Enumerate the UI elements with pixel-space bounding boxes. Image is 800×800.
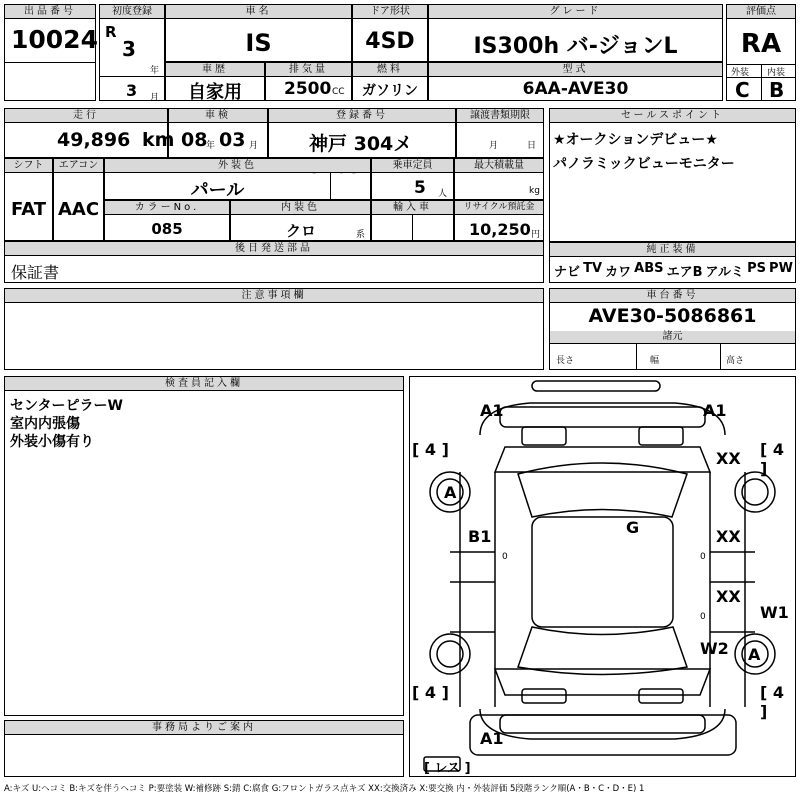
reg-year: 3 (122, 37, 136, 61)
sales-line-1: ★オークションデビュー★ (553, 132, 718, 148)
inspector-note-1: センターピラーW (10, 398, 123, 414)
shift-box: シフト FAT (4, 158, 53, 241)
disp-value: 2500 (284, 79, 332, 99)
equip-navi: ナビ (554, 265, 581, 280)
model-box: 型式 6AA-AVE30 (428, 62, 723, 101)
grade-value: IS300h バ-ジョンL (473, 34, 678, 59)
load-box: 最大積載量 kg (454, 158, 544, 200)
grade-box (428, 4, 723, 62)
ext-label: 外装 (731, 68, 750, 78)
mileage-box: 走行 49,896 km (4, 108, 168, 158)
model-value: 6AA-AVE30 (522, 79, 629, 99)
equipment-box: 純正装備 ナビ TV カワ ABS エアB アルミ PS PW (549, 242, 796, 283)
ext-grade: C (735, 78, 750, 102)
inspector-notes-box: 検査員記入欄 センターピラーW 室内内張傷 外装小傷有り (4, 376, 404, 716)
equip-pw: PW (769, 261, 793, 276)
reg-era: R (105, 23, 117, 41)
name-box (165, 4, 352, 62)
capacity-box: 乗車定員 5 人 (371, 158, 454, 200)
zero-left: 0 (502, 552, 508, 562)
mark-front-right-fender: XX (716, 449, 741, 468)
history-box: 車歴 自家用 (165, 62, 265, 101)
tire-depth-front-right: [ 4 ] (760, 440, 785, 478)
history-value: 自家用 (188, 82, 242, 103)
int-grade: B (769, 78, 785, 102)
equip-ps: PS (747, 261, 766, 276)
legend: A:キズ U:ヘコミ B:キズを伴うヘコミ P:要塗装 W:補修跡 S:錆 C:腐食 G:フロントガラス点キズ XX:交換済み X:要交換 内・外装評価 5段階ランク順(A・B・C・D・E) 1 (4, 784, 645, 794)
shift-value: FAT (10, 199, 47, 220)
color-box: 外装色 パール (104, 158, 371, 200)
recycle-box: リサイクル預託金 10,250 円 (454, 200, 544, 241)
chassis-box: 車台番号 AVE30-5086861 諸元 長さ 幅 高さ (549, 288, 796, 370)
later-parts-box: 後日発送部品 保証書 (4, 241, 544, 283)
mark-left-front-door: B1 (468, 527, 492, 546)
mark-front-bumper-left: A1 (480, 401, 504, 420)
intcolor-value: クロ (286, 222, 317, 240)
shaken-box: 車検 08 年 03 月 (168, 108, 268, 158)
mark-front-left-wheel: A (444, 483, 457, 502)
equipment-list (554, 261, 793, 280)
mark-right-rear-door: XX (716, 587, 741, 606)
inspector-note-2: 室内内張傷 (10, 416, 80, 432)
sales-line-2: パノラミックビューモニター (553, 156, 735, 172)
spare-tire-box: [ レス ] (424, 761, 471, 776)
grade-label: グレード (429, 5, 722, 19)
equip-tv: TV (583, 261, 603, 276)
reg-month: 3 (126, 81, 138, 100)
color-value: パール (190, 180, 245, 201)
intcolor-box: 内装色 クロ 系 (230, 200, 371, 241)
mark-right-front-door: XX (716, 527, 741, 546)
tire-depth-rear-left: [ 4 ] (412, 683, 449, 702)
recycle-value: 10,250 (469, 220, 531, 239)
mileage-value: 49,896 (57, 129, 131, 151)
door-box (352, 4, 428, 62)
fuel-value: ガソリン (362, 83, 418, 99)
name-label: 車名 (166, 5, 351, 19)
door-label: ドア形状 (353, 5, 427, 19)
fuel-box: 燃料 ガソリン (352, 62, 428, 101)
mark-right-rocker: W1 (760, 603, 789, 622)
import-box: 輸入車 (371, 200, 454, 241)
later-parts-value: 保証書 (11, 263, 60, 282)
car-name: IS (245, 29, 272, 57)
colorno-value: 085 (151, 220, 183, 238)
car-diagram-box (409, 376, 796, 777)
car-diagram (410, 377, 795, 776)
score-label: 評価点 (727, 5, 795, 19)
equip-leather: カワ (605, 265, 632, 280)
colorno-box: カラーNo. 085 (104, 200, 230, 241)
tire-depth-rear-right: [ 4 ] (760, 683, 785, 721)
office-box: 事務局よりご案内 (4, 720, 404, 777)
capacity-value: 5 (414, 178, 426, 198)
lot-number: 10024 (11, 25, 98, 54)
ac-value: AAC (57, 199, 100, 220)
chassis-number: AVE30-5086861 (588, 305, 757, 327)
mark-rear-bumper-left: A1 (480, 729, 504, 748)
mark-front-bumper-right: A1 (703, 401, 727, 420)
int-label: 内装 (767, 68, 786, 78)
reg-label: 初度登録 (100, 5, 164, 19)
lot-box (4, 4, 96, 101)
inspector-note-3: 外装小傷有り (10, 434, 94, 450)
disp-box: 排気量 2500 CC (265, 62, 352, 101)
mark-windshield: G (626, 518, 640, 537)
mark-rear-right-wheel: A (748, 645, 761, 664)
caution-box: 注意事項欄 (4, 288, 544, 370)
zero-right-2: 0 (700, 612, 706, 622)
score-value: RA (740, 29, 782, 59)
door-value: 4SD (365, 29, 415, 54)
equip-alloy: アルミ (705, 265, 745, 280)
equip-airbag: エアB (666, 265, 703, 280)
mark-right-rear-fender: W2 (700, 639, 729, 658)
ac-box: エアコン AAC (53, 158, 104, 241)
sales-point-box: セールスポイント ★オークションデビュー★ パノラミックビューモニター (549, 108, 796, 242)
tire-depth-front-left: [ 4 ] (412, 440, 449, 459)
plate-value: 神戸 304メ (309, 133, 413, 155)
equip-abs: ABS (634, 261, 664, 276)
lot-label: 出品番号 (5, 5, 95, 19)
score-box (726, 4, 796, 101)
transfer-box: 譲渡書類期限 月 日 (456, 108, 544, 158)
registration-box: 初度登録 R 3 年 3 月 (99, 4, 165, 101)
plate-box: 登録番号 神戸 304メ (268, 108, 456, 158)
zero-right-1: 0 (700, 552, 706, 562)
